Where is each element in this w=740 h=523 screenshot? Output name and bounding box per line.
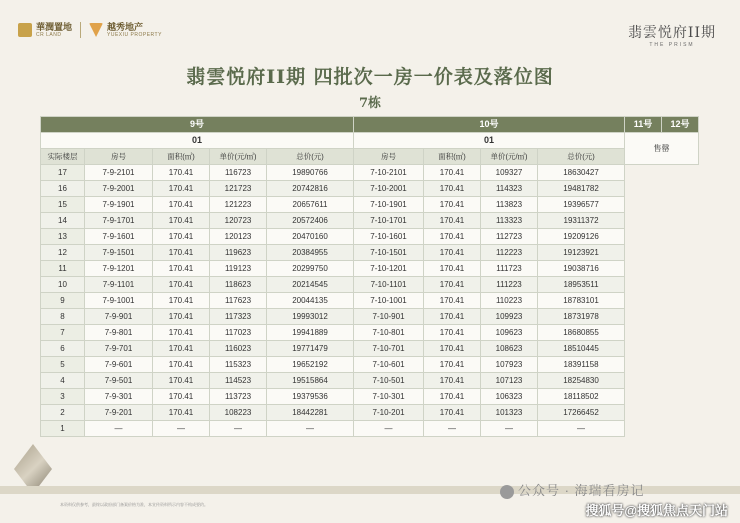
project-brand-cn: 翡雲悦府II期 [627,25,716,41]
table-cell: 7-9-1001 [85,293,153,309]
table-cell: 170.41 [153,309,210,325]
table-cell: 7-9-1201 [85,261,153,277]
table-cell: — [481,421,538,437]
price-table [40,116,699,437]
table-row [41,245,699,261]
table-row [41,277,699,293]
table-cell: — [424,421,481,437]
table-cell: 18680855 [538,325,625,341]
building-12-header: 12号 [662,117,699,133]
table-cell: 7-9-801 [85,325,153,341]
table-cell: 7-10-601 [354,357,424,373]
yuexiu-logo-cn: 越秀地产 [107,22,144,32]
table-cell: 170.41 [153,389,210,405]
table-cell: 170.41 [153,325,210,341]
table-cell: 111223 [481,277,538,293]
developer-logos [18,22,162,38]
table-cell: 7-9-1101 [85,277,153,293]
table-cell: 7-9-701 [85,341,153,357]
floor-cell: 13 [41,229,85,245]
table-cell: 7-10-1201 [354,261,424,277]
table-cell: 111723 [481,261,538,277]
table-cell: 116723 [210,165,267,181]
table-cell: 7-9-601 [85,357,153,373]
table-cell: 19038716 [538,261,625,277]
table-cell: 119123 [210,261,267,277]
wechat-icon [500,485,514,499]
table-row [41,213,699,229]
table-cell: 7-9-2001 [85,181,153,197]
price-table-body [41,165,699,437]
table-cell: 7-10-1501 [354,245,424,261]
wechat-watermark-text: 公众号 · 海瑞看房记 [518,483,645,498]
table-cell: 170.41 [153,405,210,421]
floor-cell: 12 [41,245,85,261]
table-cell: 18391158 [538,357,625,373]
table-cell: 18254830 [538,373,625,389]
table-cell: 108623 [481,341,538,357]
footer-disclaimer: 本资料仅供参考，最终以政府部门备案价格为准，本宣传资料所示内容不构成要约。 [60,502,208,507]
table-cell: 170.41 [424,357,481,373]
table-cell: 7-10-501 [354,373,424,389]
table-cell: 20742816 [267,181,354,197]
table-cell: 7-9-1601 [85,229,153,245]
table-cell: 170.41 [424,293,481,309]
table-cell: 20299750 [267,261,354,277]
sohu-watermark: 搜狐号@搜狐焦点天门站 [585,503,728,518]
table-cell: 19941889 [267,325,354,341]
table-cell: 7-9-1901 [85,197,153,213]
table-cell: 170.41 [153,357,210,373]
table-cell: 170.41 [424,229,481,245]
table-cell: 107923 [481,357,538,373]
table-cell: 18442281 [267,405,354,421]
table-cell: 20572406 [267,213,354,229]
table-cell: 170.41 [424,309,481,325]
wechat-watermark [500,480,645,499]
floor-cell: 10 [41,277,85,293]
table-cell: 112223 [481,245,538,261]
building-11-header: 11号 [625,117,662,133]
table-cell: 19311372 [538,213,625,229]
table-cell: 115323 [210,357,267,373]
table-cell: 113723 [210,389,267,405]
table-cell: 108223 [210,405,267,421]
table-cell: 7-10-2101 [354,165,424,181]
table-cell: — [210,421,267,437]
page-title: 翡雲悦府II期 四批次一房一价表及落位图 [186,66,554,88]
table-cell: 121723 [210,181,267,197]
floor-cell: 1 [41,421,85,437]
column-header: 总价(元) [538,149,625,165]
column-header: 面积(㎡) [424,149,481,165]
table-cell: 170.41 [153,181,210,197]
table-cell: 7-9-1701 [85,213,153,229]
sold-out-cell: 售罄 [625,133,699,165]
table-cell: 114323 [481,181,538,197]
table-cell: 20384955 [267,245,354,261]
table-cell: 170.41 [424,341,481,357]
table-cell: 170.41 [424,165,481,181]
table-cell: — [85,421,153,437]
table-cell: 109623 [481,325,538,341]
table-cell: 18783101 [538,293,625,309]
column-header: 实际楼层 [41,149,85,165]
table-cell: 170.41 [424,405,481,421]
table-cell: 7-9-201 [85,405,153,421]
table-cell: 7-9-901 [85,309,153,325]
building-9-unit: 01 [41,133,354,149]
table-cell: 170.41 [153,165,210,181]
table-cell: 7-10-1101 [354,277,424,293]
table-cell: 7-9-301 [85,389,153,405]
table-cell: 170.41 [153,229,210,245]
project-brand-en: THE PRISM [649,42,695,48]
table-cell: 170.41 [424,213,481,229]
floor-cell: 8 [41,309,85,325]
floor-cell: 4 [41,373,85,389]
table-cell: 19890766 [267,165,354,181]
table-cell: 119623 [210,245,267,261]
table-cell: 170.41 [424,181,481,197]
table-cell: — [354,421,424,437]
table-cell: 109327 [481,165,538,181]
table-cell: 170.41 [153,373,210,389]
table-cell: 170.41 [153,197,210,213]
table-cell: 19771479 [267,341,354,357]
unit-header-row [41,133,699,149]
table-cell: 18510445 [538,341,625,357]
yuexiu-logo [89,22,162,38]
table-cell: 109923 [481,309,538,325]
table-cell: 7-10-1601 [354,229,424,245]
table-cell: 113323 [481,213,538,229]
floor-cell: 9 [41,293,85,309]
column-header: 单价(元/㎡) [210,149,267,165]
building-10-unit: 01 [354,133,625,149]
table-cell: 170.41 [424,245,481,261]
table-row [41,309,699,325]
crland-logo-en: CR LAND [36,32,62,38]
table-row [41,421,699,437]
table-cell: 117323 [210,309,267,325]
table-cell: 120723 [210,213,267,229]
column-header-row [41,149,699,165]
floor-cell: 17 [41,165,85,181]
table-cell: 20214545 [267,277,354,293]
table-cell: 170.41 [424,373,481,389]
table-cell: — [267,421,354,437]
table-cell: 106323 [481,389,538,405]
column-header: 房号 [354,149,424,165]
table-row [41,261,699,277]
table-cell: 120123 [210,229,267,245]
table-cell: 19652192 [267,357,354,373]
floor-cell: 14 [41,213,85,229]
table-cell: 7-10-201 [354,405,424,421]
column-header: 单价(元/㎡) [481,149,538,165]
table-cell: 170.41 [424,325,481,341]
table-cell: 20470160 [267,229,354,245]
table-cell: 7-10-1001 [354,293,424,309]
table-cell: 18953511 [538,277,625,293]
floor-cell: 2 [41,405,85,421]
table-cell: 7-10-2001 [354,181,424,197]
building-9-header: 9号 [41,117,354,133]
table-cell: 114523 [210,373,267,389]
table-cell: 170.41 [153,277,210,293]
floor-cell: 7 [41,325,85,341]
table-cell: 170.41 [153,213,210,229]
table-cell: 170.41 [424,197,481,213]
table-cell: 19515864 [267,373,354,389]
table-cell: 116023 [210,341,267,357]
table-cell: 20044135 [267,293,354,309]
table-cell: 170.41 [153,293,210,309]
floor-cell: 3 [41,389,85,405]
table-cell: 19209126 [538,229,625,245]
table-cell: 19396577 [538,197,625,213]
table-cell: 7-10-1901 [354,197,424,213]
table-cell: — [538,421,625,437]
table-cell: 20657611 [267,197,354,213]
crland-logo-cn: 華潤置地 [36,22,73,32]
table-row [41,341,699,357]
table-cell: 7-9-1501 [85,245,153,261]
table-cell: 18630427 [538,165,625,181]
floor-cell: 15 [41,197,85,213]
table-row [41,181,699,197]
table-row [41,357,699,373]
table-cell: 112723 [481,229,538,245]
table-cell: 117023 [210,325,267,341]
building-10-header: 10号 [354,117,625,133]
building-header-row [41,117,699,133]
table-cell: 117623 [210,293,267,309]
table-row [41,293,699,309]
crland-logo-icon [18,23,32,37]
table-row [41,373,699,389]
table-cell: 118623 [210,277,267,293]
table-row [41,405,699,421]
table-row [41,229,699,245]
table-cell: 19993012 [267,309,354,325]
table-cell: 19123921 [538,245,625,261]
table-cell: 7-9-501 [85,373,153,389]
table-cell: 7-9-2101 [85,165,153,181]
column-header: 房号 [85,149,153,165]
table-cell: — [153,421,210,437]
table-row [41,197,699,213]
table-cell: 19379536 [267,389,354,405]
table-cell: 7-10-301 [354,389,424,405]
table-cell: 113823 [481,197,538,213]
table-cell: 7-10-901 [354,309,424,325]
floor-cell: 11 [41,261,85,277]
table-cell: 18731978 [538,309,625,325]
table-cell: 170.41 [153,245,210,261]
table-cell: 7-10-801 [354,325,424,341]
table-cell: 170.41 [424,277,481,293]
table-cell: 170.41 [424,261,481,277]
yuexiu-logo-en: YUEXIU PROPERTY [107,32,162,38]
table-cell: 121223 [210,197,267,213]
column-header: 总价(元) [267,149,354,165]
table-row [41,165,699,181]
table-cell: 110223 [481,293,538,309]
floor-cell: 6 [41,341,85,357]
price-table-container [40,116,698,437]
yuexiu-logo-icon [89,23,103,37]
column-header: 面积(㎡) [153,149,210,165]
floor-cell: 5 [41,357,85,373]
table-row [41,325,699,341]
table-cell: 170.41 [424,389,481,405]
table-cell: 19481782 [538,181,625,197]
table-cell: 107123 [481,373,538,389]
table-cell: 18118502 [538,389,625,405]
table-cell: 101323 [481,405,538,421]
table-cell: 17266452 [538,405,625,421]
floor-cell: 16 [41,181,85,197]
table-cell: 7-10-1701 [354,213,424,229]
project-brand [628,22,716,48]
crland-logo [18,22,72,38]
table-row [41,389,699,405]
table-cell: 170.41 [153,341,210,357]
logo-divider [80,22,81,38]
building-subtitle: 7栋 [358,96,382,111]
table-cell: 170.41 [153,261,210,277]
table-cell: 7-10-701 [354,341,424,357]
